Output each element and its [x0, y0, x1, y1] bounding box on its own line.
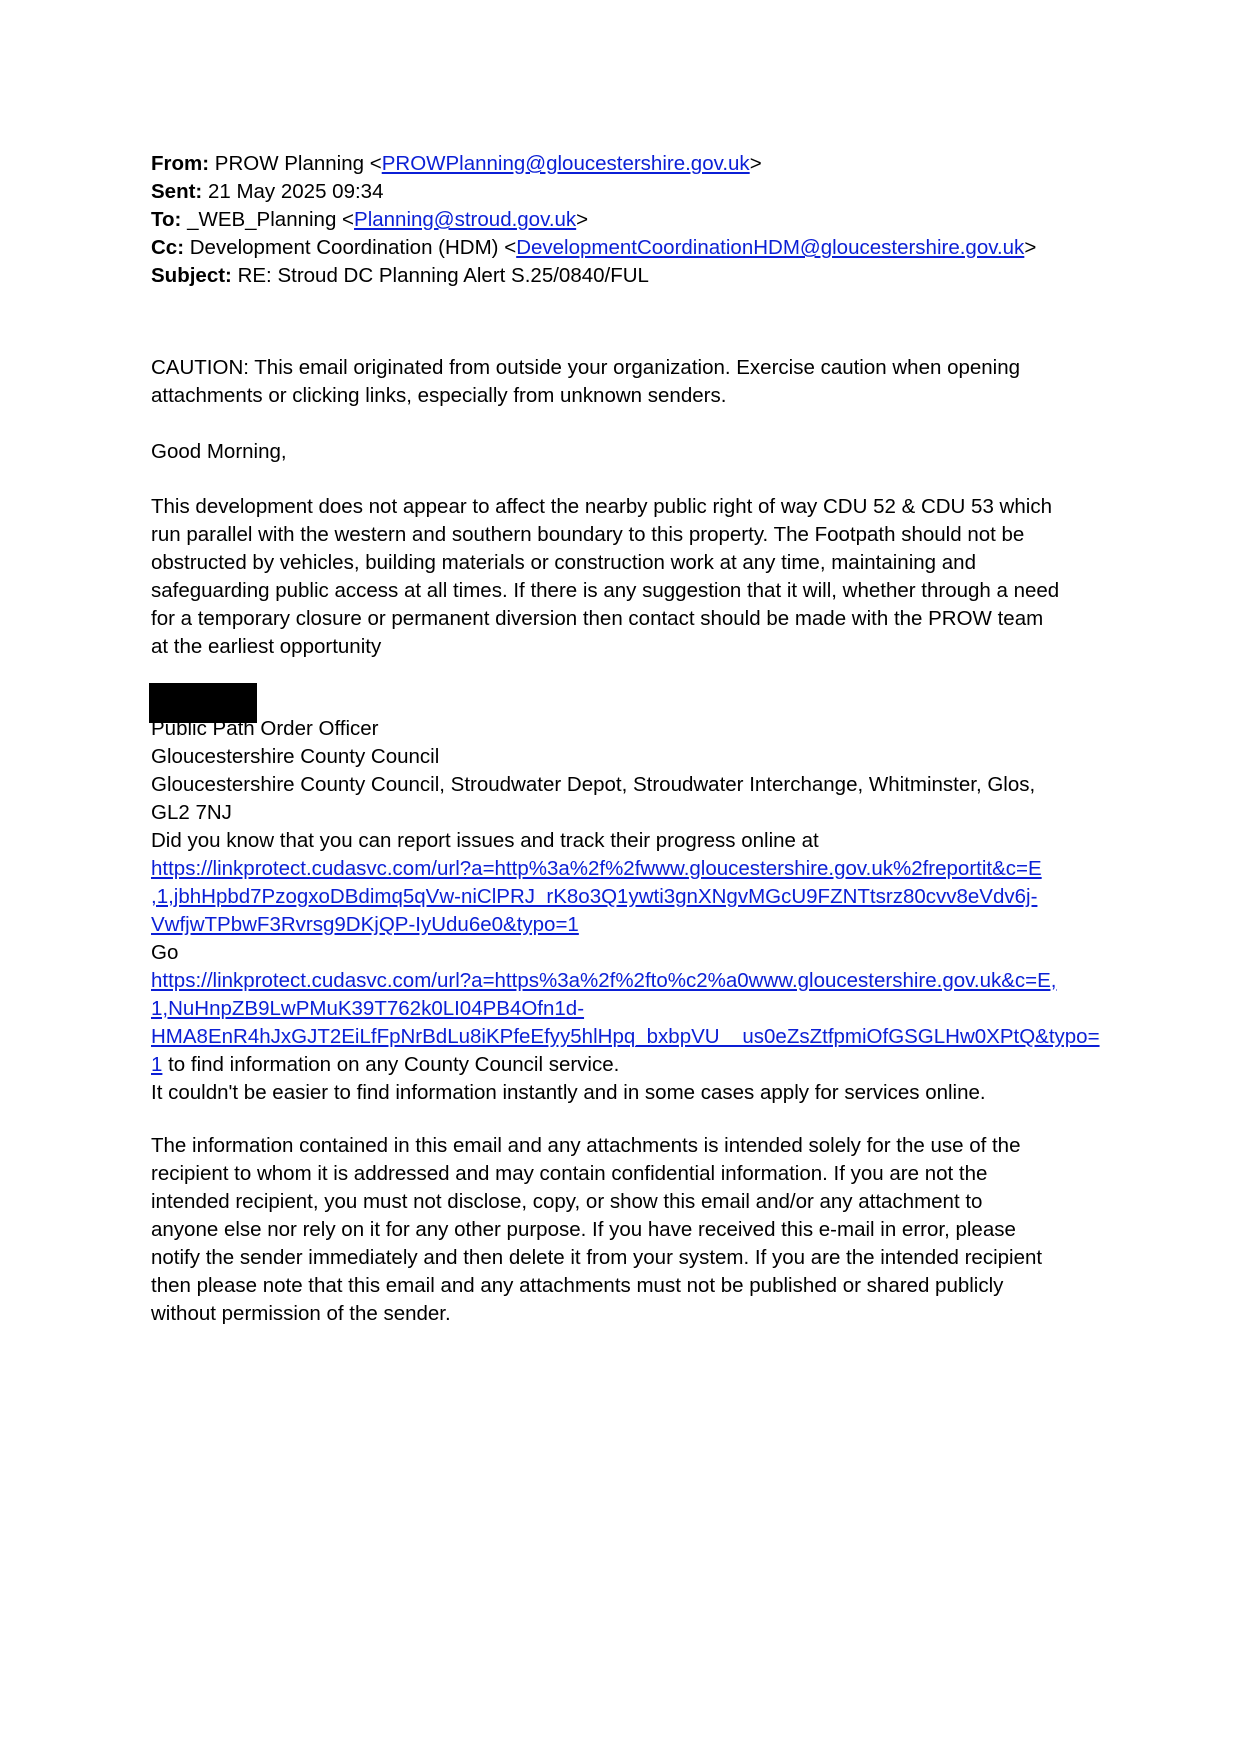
disclaimer-line: intended recipient, you must not disclose, copy, or show this email and/or any attachment to	[151, 1190, 983, 1213]
to-label: To:	[151, 208, 182, 231]
body-line: for a temporary closure or permanent diversion then contact should be made with the PROW team	[151, 607, 1044, 630]
signature-org: Gloucestershire County Council	[151, 745, 440, 768]
body-line: obstructed by vehicles, building materials or construction work at any time, maintaining and	[151, 551, 976, 574]
subject-value: RE: Stroud DC Planning Alert S.25/0840/FUL	[237, 264, 649, 287]
signature-address: Gloucestershire County Council, Stroudwater Depot, Stroudwater Interchange, Whitminster, Glos,	[151, 773, 1036, 796]
disclaimer-line: then please note that this email and any attachments must not be published or shared publicly	[151, 1274, 1004, 1297]
from-close: >	[749, 152, 762, 175]
report-it-link[interactable]: ,1,jbhHpbd7PzogxoDBdimq5qVw-niClPRJ_rK8o3Q1ywti3gnXNgvMGcU9FZNTtsrz80cvv8eVdv6j-	[151, 885, 1038, 908]
subject-label: Subject:	[151, 264, 232, 287]
report-it-link[interactable]: https://linkprotect.cudasvc.com/url?a=http%3a%2f%2fwww.gloucestershire.gov.uk%2freportit&c=E	[151, 857, 1042, 880]
caution-line: CAUTION: This email originated from outside your organization. Exercise caution when opening	[151, 356, 1021, 379]
go-text: Go	[151, 941, 179, 964]
find-info-line	[151, 1051, 1101, 1079]
report-intro: Did you know that you can report issues and track their progress online at	[151, 829, 819, 852]
signature-address: GL2 7NJ	[151, 801, 232, 824]
sent-label: Sent:	[151, 180, 203, 203]
email-header	[151, 150, 1101, 290]
disclaimer-line: anyone else nor rely on it for any other purpose. If you have received this e-mail in error, please	[151, 1218, 1016, 1241]
signature-role: Public Path Order Officer	[151, 717, 379, 740]
body-line: run parallel with the western and southern boundary to this property. The Footpath should not be	[151, 523, 1025, 546]
council-site-link[interactable]: 1,NuHnpZB9LwPMuK39T762k0LI04PB4Ofn1d-	[151, 997, 585, 1020]
sent-value: 21 May 2025 09:34	[207, 180, 384, 203]
sent-line	[151, 178, 1101, 206]
cc-email-link[interactable]: DevelopmentCoordinationHDM@gloucestershire.gov.uk	[516, 236, 1025, 259]
body-line: safeguarding public access at all times. If there is any suggestion that it will, whether through a need	[151, 579, 1060, 602]
to-close: >	[576, 208, 589, 231]
from-line	[151, 150, 1101, 178]
council-site-link[interactable]: 1	[151, 1053, 163, 1076]
disclaimer-line: without permission of the sender.	[151, 1302, 451, 1325]
greeting	[151, 438, 1101, 466]
caution-line: attachments or clicking links, especially from unknown senders.	[151, 384, 727, 407]
to-name: _WEB_Planning <	[187, 208, 355, 231]
cc-name: Development Coordination (HDM) <	[189, 236, 517, 259]
to-line	[151, 206, 1101, 234]
from-label: From:	[151, 152, 210, 175]
report-it-link[interactable]: VwfjwTPbwF3Rvrsg9DKjQP-IyUdu6e0&typo=1	[151, 913, 579, 936]
from-name: PROW Planning <	[214, 152, 382, 175]
body-line: at the earliest opportunity	[151, 635, 382, 658]
disclaimer-line: The information contained in this email and any attachments is intended solely for the use of the	[151, 1134, 1021, 1157]
greeting-text: Good Morning,	[151, 440, 287, 463]
council-site-link[interactable]: https://linkprotect.cudasvc.com/url?a=https%3a%2f%2fto%c2%a0www.gloucestershire.gov.uk&c=E,	[151, 969, 1057, 992]
cc-close: >	[1024, 236, 1037, 259]
message-body	[151, 493, 1101, 661]
disclaimer	[151, 1132, 1101, 1328]
to-email-link[interactable]: Planning@stroud.gov.uk	[354, 208, 577, 231]
subject-line	[151, 262, 1101, 290]
signature	[151, 715, 1101, 1107]
council-site-link[interactable]: HMA8EnR4hJxGJT2EiLfFpNrBdLu8iKPfeEfyy5hlHpq_bxbpVU__us0eZsZtfpmiOfGSGLHw0XPtQ&typo=	[151, 1025, 1100, 1048]
body-line: This development does not appear to affect the nearby public right of way CDU 52 & CDU 53 which	[151, 495, 1052, 518]
cc-line	[151, 234, 1101, 262]
easier-text: It couldn't be easier to find information instantly and in some cases apply for services online.	[151, 1081, 986, 1104]
disclaimer-line: recipient to whom it is addressed and may contain confidential information. If you are not the	[151, 1162, 988, 1185]
from-email-link[interactable]: PROWPlanning@gloucestershire.gov.uk	[381, 152, 750, 175]
cc-label: Cc:	[151, 236, 185, 259]
caution-notice	[151, 354, 1101, 410]
disclaimer-line: notify the sender immediately and then delete it from your system. If you are the intended recipient	[151, 1246, 1043, 1269]
find-info-text: to find information on any County Council service.	[162, 1053, 620, 1076]
